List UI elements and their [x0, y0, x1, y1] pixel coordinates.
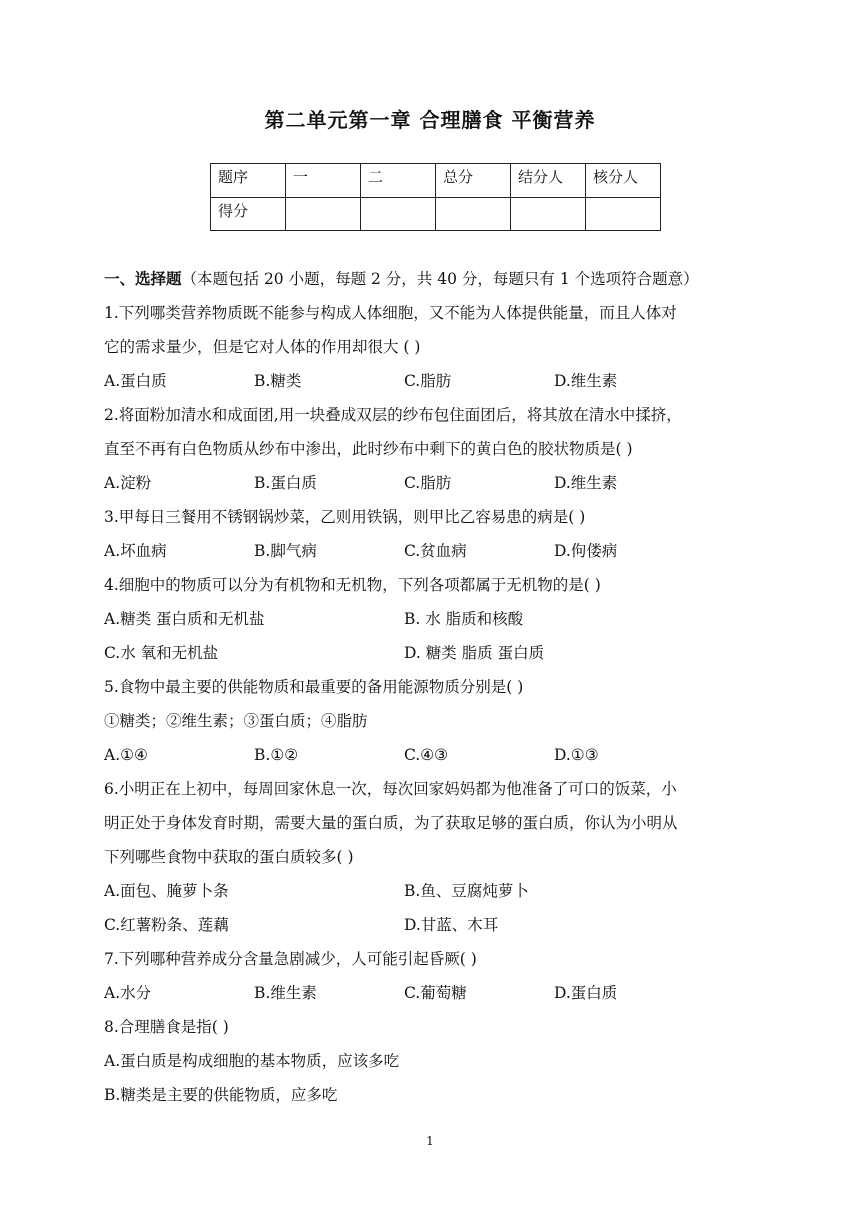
- score-table-header: 结分人: [511, 164, 586, 198]
- score-table-score-row: [211, 198, 661, 231]
- option-a: A.蛋白质: [104, 372, 167, 390]
- question-4-options-row-2: [104, 636, 764, 670]
- question-5-line: 5.食物中最主要的供能物质和最重要的备用能源物质分别是( ): [104, 678, 524, 696]
- option-c: C.葡萄糖: [404, 984, 467, 1002]
- question-7-line: 7.下列哪种营养成分含量急剧减少，人可能引起昏厥( ): [104, 950, 477, 968]
- score-cell: [286, 198, 361, 231]
- question-6-options-row-2: [104, 908, 764, 942]
- score-table-header: 题序: [211, 164, 286, 198]
- option-b: B. 水 脂质和核酸: [404, 610, 524, 628]
- question-8-line: 8.合理膳食是指( ): [104, 1018, 229, 1036]
- option-b: B.糖类: [254, 372, 302, 390]
- page-title: 第二单元第一章 合理膳食 平衡营养: [264, 108, 596, 132]
- question-6-line: 6.小明正在上初中，每周回家休息一次，每次回家妈妈都为他准备了可口的饭菜，小: [104, 780, 677, 798]
- option-a: A.糖类 蛋白质和无机盐: [104, 610, 265, 628]
- question-2-line: 直至不再有白色物质从纱布中渗出，此时纱布中剩下的黄白色的胶状物质是( ): [104, 440, 633, 458]
- question-7-options: [104, 976, 764, 1010]
- question-1-options: [104, 364, 764, 398]
- option-b: B.蛋白质: [254, 474, 317, 492]
- option-c: C.红薯粉条、莲藕: [104, 916, 229, 934]
- score-row-label: 得分: [211, 198, 286, 231]
- option-c: C.④③: [404, 746, 449, 764]
- question-3-options: [104, 534, 764, 568]
- option-b: B.维生素: [254, 984, 317, 1002]
- question-1-line: 它的需求量少，但是它对人体的作用却很大 ( ): [104, 338, 421, 356]
- score-cell: [586, 198, 661, 231]
- page-number: 1: [426, 1134, 434, 1148]
- question-4-line: 4.细胞中的物质可以分为有机物和无机物，下列各项都属于无机物的是( ): [104, 576, 601, 594]
- option-d: D.佝偻病: [554, 542, 618, 560]
- section-heading: [104, 262, 764, 296]
- option-d: D.维生素: [554, 474, 618, 492]
- option-a: A.淀粉: [104, 474, 152, 492]
- question-4-options-row-1: [104, 602, 764, 636]
- option-a: A.①④: [104, 746, 148, 764]
- option-d: D.甘蓝、木耳: [404, 916, 499, 934]
- score-cell: [511, 198, 586, 231]
- question-5-line: ①糖类；②维生素；③蛋白质；④脂肪: [104, 712, 368, 730]
- score-table-header: 核分人: [586, 164, 661, 198]
- option-b: B.糖类是主要的供能物质，应多吃: [104, 1086, 338, 1104]
- option-d: D.维生素: [554, 372, 618, 390]
- option-a: A.面包、腌萝卜条: [104, 882, 229, 900]
- score-table-header: 总分: [436, 164, 511, 198]
- option-c: C.脂肪: [404, 372, 452, 390]
- question-2-line: 2.将面粉加清水和成面团,用一块叠成双层的纱布包住面团后，将其放在清水中揉挤，: [104, 406, 682, 424]
- question-3-line: 3.甲每日三餐用不锈钢锅炒菜，乙则用铁锅，则甲比乙容易患的病是( ): [104, 508, 586, 526]
- option-a: A.蛋白质是构成细胞的基本物质，应该多吃: [104, 1052, 400, 1070]
- score-table-header-row: [211, 164, 661, 198]
- section-note: （本题包括 20 小题，每题 2 分，共 40 分，每题只有 1 个选项符合题意）: [181, 270, 699, 288]
- question-2-options: [104, 466, 764, 500]
- option-c: C.贫血病: [404, 542, 467, 560]
- option-b: B.鱼、豆腐炖萝卜: [404, 882, 529, 900]
- score-table-header: 一: [286, 164, 361, 198]
- question-6-options-row-1: [104, 874, 764, 908]
- option-c: C.水 氧和无机盐: [104, 644, 219, 662]
- question-6-line: 明正处于身体发育时期，需要大量的蛋白质，为了获取足够的蛋白质，你认为小明从: [104, 814, 678, 832]
- question-5-options: [104, 738, 764, 772]
- score-table: [210, 163, 661, 231]
- question-6-line: 下列哪些食物中获取的蛋白质较多( ): [104, 848, 354, 866]
- option-d: D.①③: [554, 746, 599, 764]
- option-b: B.脚气病: [254, 542, 317, 560]
- question-body: [104, 262, 764, 1112]
- option-d: D. 糖类 脂质 蛋白质: [404, 644, 545, 662]
- option-d: D.蛋白质: [554, 984, 618, 1002]
- score-cell: [361, 198, 436, 231]
- option-b: B.①②: [254, 746, 299, 764]
- question-1-line: 1.下列哪类营养物质既不能参与构成人体细胞，又不能为人体提供能量，而且人体对: [104, 304, 677, 322]
- score-table-header: 二: [361, 164, 436, 198]
- option-a: A.坏血病: [104, 542, 167, 560]
- section-title: 一、选择题: [104, 270, 182, 288]
- score-cell: [436, 198, 511, 231]
- option-a: A.水分: [104, 984, 152, 1002]
- option-c: C.脂肪: [404, 474, 452, 492]
